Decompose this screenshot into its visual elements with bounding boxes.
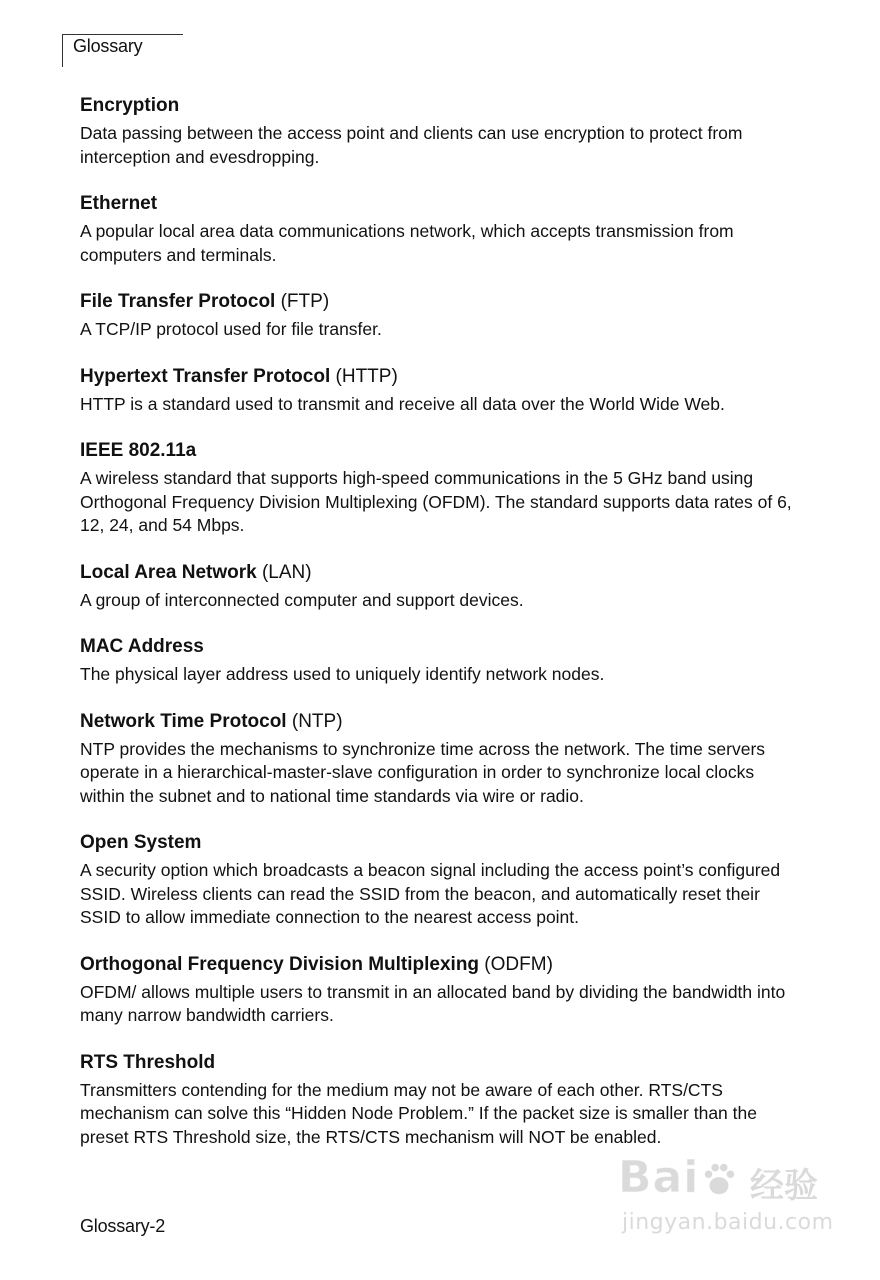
glossary-term: RTS Threshold	[80, 1051, 216, 1073]
glossary-entry	[80, 635, 800, 687]
glossary-definition: HTTP is a standard used to transmit and receive all data over the World Wide Web.	[80, 393, 725, 414]
glossary-term: Encryption	[80, 95, 180, 116]
glossary-list	[80, 94, 800, 1149]
watermark-logo: Bai	[618, 1152, 700, 1203]
glossary-definition: Transmitters contending for the medium may not be aware of each other. RTS/CTS mechanism can solve this “Hidden Node Problem.” If the packet size is smaller than the preset RTS Threshold size, the RTS/CTS mechanism will NOT be enabled.	[80, 1079, 757, 1147]
glossary-term: Ethernet	[80, 193, 158, 214]
glossary-entry	[80, 710, 800, 809]
glossary-definition: A popular local area data communications network, which accepts transmission from computers and terminals.	[80, 221, 734, 265]
glossary-definition: Data passing between the access point and clients can use encryption to protect from interception and evesdropping.	[80, 123, 743, 167]
glossary-term: MAC Address	[80, 636, 204, 657]
glossary-term: Network Time Protocol (NTP)	[80, 710, 343, 732]
watermark-url: jingyan.baidu.com	[622, 1210, 834, 1235]
glossary-entry	[80, 439, 800, 538]
page-header-title: Glossary	[73, 36, 143, 56]
glossary-entry	[80, 94, 800, 169]
glossary-definition: OFDM/ allows multiple users to transmit in an allocated band by dividing the bandwidth into many narrow bandwidth carriers.	[80, 981, 786, 1025]
glossary-entry	[80, 953, 800, 1028]
page-number: Glossary-2	[80, 1216, 166, 1236]
glossary-definition: NTP provides the mechanisms to synchronize time across the network. The time servers operate in a hierarchical-master-slave configuration in order to synchronize local clocks within the subnet and to national time standards via wire or radio.	[80, 738, 766, 806]
glossary-entry	[80, 561, 800, 613]
glossary-definition: A group of interconnected computer and support devices.	[80, 589, 524, 610]
watermark-cn-text: 经验	[750, 1166, 818, 1206]
glossary-term: Hypertext Transfer Protocol (HTTP)	[80, 365, 398, 387]
glossary-definition: A security option which broadcasts a beacon signal including the access point’s configured SSID. Wireless clients can read the SSID from the beacon, and automatically reset their SSID to allow immediate connection to the nearest access point.	[80, 860, 781, 927]
glossary-entry	[80, 1051, 800, 1150]
glossary-definition: A wireless standard that supports high-speed communications in the 5 GHz band using Orthogonal Frequency Division Multiplexing (OFDM). The standard supports data rates of 6, 12, 24, and 54 Mbps.	[80, 468, 792, 535]
glossary-entry	[80, 290, 800, 342]
paw-icon	[700, 1160, 738, 1198]
glossary-entry	[80, 192, 800, 267]
glossary-term: Orthogonal Frequency Division Multiplexing (ODFM)	[80, 953, 553, 975]
glossary-entry	[80, 831, 800, 930]
glossary-definition: A TCP/IP protocol used for file transfer.	[80, 319, 382, 339]
glossary-entry	[80, 365, 800, 417]
glossary-term: Local Area Network (LAN)	[80, 561, 312, 583]
glossary-term: Open System	[80, 832, 202, 853]
glossary-definition: The physical layer address used to uniquely identify network nodes.	[80, 664, 605, 684]
glossary-term: File Transfer Protocol (FTP)	[80, 291, 330, 312]
glossary-term: IEEE 802.11a	[80, 440, 197, 461]
baidu-watermark	[600, 1140, 860, 1250]
